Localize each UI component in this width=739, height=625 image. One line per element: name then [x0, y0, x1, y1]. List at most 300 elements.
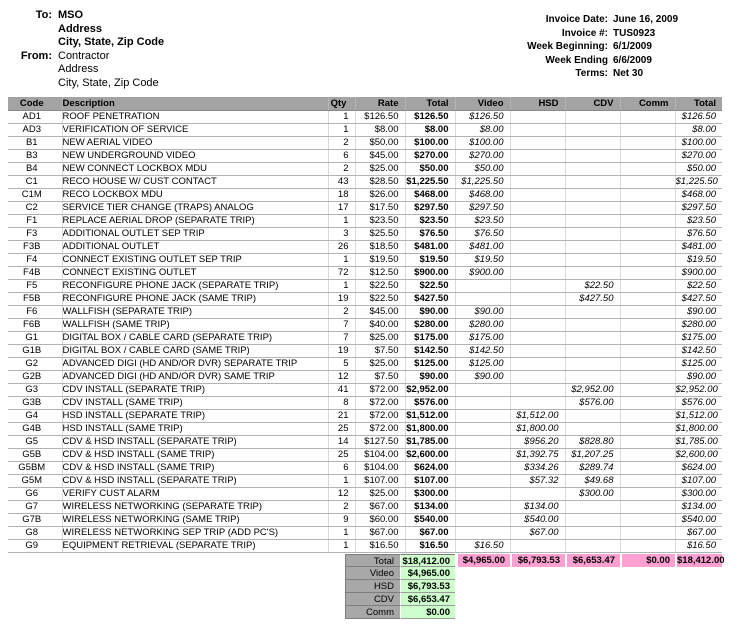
cell-cdv: [565, 162, 620, 175]
cell-total: $76.50: [405, 227, 455, 240]
cell-qty: 8: [328, 396, 355, 409]
summary-total-row: [345, 554, 725, 567]
cell-video: [455, 383, 510, 396]
meta-row-week-beginning: [493, 40, 731, 54]
cell-code: G5M: [8, 474, 62, 487]
cell-total: $270.00: [405, 149, 455, 162]
cell-rate: $25.00: [355, 487, 405, 500]
cell-total-right: $8.00: [675, 123, 722, 136]
cell-total: $100.00: [405, 136, 455, 149]
cell-total: $23.50: [405, 214, 455, 227]
summary-video-row: [345, 567, 722, 580]
table-row: [8, 448, 722, 461]
summary-block: [345, 554, 725, 619]
cell-comm: [620, 487, 675, 500]
cell-video: [455, 292, 510, 305]
table-row: [8, 279, 722, 292]
cell-hsd: $334.26: [510, 461, 565, 474]
cell-hsd: [510, 188, 565, 201]
table-row: [8, 136, 722, 149]
table-row: [8, 201, 722, 214]
cell-rate: $18.50: [355, 240, 405, 253]
cell-qty: 21: [328, 409, 355, 422]
cell-video: [455, 474, 510, 487]
cell-rate: $28.50: [355, 175, 405, 188]
cell-total-right: $300.00: [675, 487, 722, 500]
from-lines: [58, 50, 159, 91]
cell-qty: 7: [328, 331, 355, 344]
table-row: [8, 409, 722, 422]
cell-qty: 2: [328, 305, 355, 318]
cell-qty: 1: [328, 214, 355, 227]
table-row: [8, 253, 722, 266]
cell-rate: $67.00: [355, 526, 405, 539]
cell-rate: $40.00: [355, 318, 405, 331]
table-row: [8, 110, 722, 123]
cell-comm: [620, 266, 675, 279]
cell-comm: [620, 500, 675, 513]
cell-total: $90.00: [405, 305, 455, 318]
summary-hsd-value: $6,793.53: [400, 580, 455, 593]
cell-rate: $26.00: [355, 188, 405, 201]
cell-description: ROOF PENETRATION: [62, 110, 328, 123]
summary-comm-label: Comm: [345, 606, 400, 619]
cell-video: $126.50: [455, 110, 510, 123]
cell-video: [455, 448, 510, 461]
cell-qty: 43: [328, 175, 355, 188]
cell-total: $1,512.00: [405, 409, 455, 422]
cell-total: $22.50: [405, 279, 455, 292]
cell-cdv: [565, 149, 620, 162]
cell-qty: 1: [328, 110, 355, 123]
cell-code: F5B: [8, 292, 62, 305]
cell-rate: $60.00: [355, 513, 405, 526]
cell-cdv: [565, 227, 620, 240]
cell-total-right: $468.00: [675, 188, 722, 201]
table-row: [8, 149, 722, 162]
cell-total: $90.00: [405, 370, 455, 383]
terms-label: Terms:: [575, 68, 608, 79]
cell-code: F3B: [8, 240, 62, 253]
cell-cdv: $2,952.00: [565, 383, 620, 396]
cell-description: CONNECT EXISTING OUTLET: [62, 266, 328, 279]
cell-qty: 19: [328, 292, 355, 305]
cell-code: F3: [8, 227, 62, 240]
cell-description: CDV & HSD INSTALL (SEPARATE TRIP): [62, 435, 328, 448]
cell-comm: [620, 149, 675, 162]
cell-total-right: $576.00: [675, 396, 722, 409]
meta-row-terms: [493, 67, 731, 81]
cell-cdv: [565, 357, 620, 370]
cell-video: $468.00: [455, 188, 510, 201]
cell-description: NEW UNDERGROUND VIDEO: [62, 149, 328, 162]
cell-hsd: [510, 305, 565, 318]
cell-video: $76.50: [455, 227, 510, 240]
header-comm: Comm: [620, 97, 675, 110]
meta-row-invoice-number: [493, 27, 731, 41]
week-beginning-label: Week Beginning:: [527, 41, 608, 52]
cell-rate: $67.00: [355, 500, 405, 513]
cell-qty: 14: [328, 435, 355, 448]
cell-hsd: $540.00: [510, 513, 565, 526]
table-row: [8, 370, 722, 383]
from-label: From:: [20, 49, 52, 62]
invoice-number-value: TUS0923: [613, 27, 656, 39]
cell-qty: 1: [328, 539, 355, 552]
cell-rate: $7.50: [355, 370, 405, 383]
cell-cdv: [565, 240, 620, 253]
cell-comm: [620, 292, 675, 305]
cell-cdv: $22.50: [565, 279, 620, 292]
summary-hsd-split: $6,793.53: [512, 554, 565, 567]
cell-description: NEW AERIAL VIDEO: [62, 136, 328, 149]
cell-total-right: $1,785.00: [675, 435, 722, 448]
cell-total-right: $540.00: [675, 513, 722, 526]
cell-code: G5B: [8, 448, 62, 461]
cell-code: B1: [8, 136, 62, 149]
header-qty: Qty: [328, 97, 355, 110]
cell-description: ADVANCED DIGI (HD AND/OR DVR) SAME TRIP: [62, 370, 328, 383]
table-row: [8, 526, 722, 539]
cell-cdv: [565, 539, 620, 552]
cell-total-right: $427.50: [675, 292, 722, 305]
cell-cdv: [565, 201, 620, 214]
cell-qty: 2: [328, 136, 355, 149]
cell-total-right: $125.00: [675, 357, 722, 370]
table-row: [8, 227, 722, 240]
cell-video: [455, 396, 510, 409]
to-lines: [58, 9, 164, 50]
cell-code: B4: [8, 162, 62, 175]
cell-total: $2,952.00: [405, 383, 455, 396]
cell-code: G1B: [8, 344, 62, 357]
cell-hsd: [510, 266, 565, 279]
table-row: [8, 500, 722, 513]
cell-comm: [620, 175, 675, 188]
cell-video: [455, 487, 510, 500]
cell-total-right: $16.50: [675, 539, 722, 552]
cell-code: G3: [8, 383, 62, 396]
cell-qty: 5: [328, 357, 355, 370]
cell-total-right: $1,800.00: [675, 422, 722, 435]
cell-description: DIGITAL BOX / CABLE CARD (SEPARATE TRIP): [62, 331, 328, 344]
cell-hsd: [510, 175, 565, 188]
cell-cdv: [565, 253, 620, 266]
summary-cdv-row: [345, 593, 722, 606]
cell-qty: 6: [328, 461, 355, 474]
summary-video-label: Video: [345, 567, 400, 580]
summary-total-label: Total: [345, 554, 400, 567]
cell-hsd: [510, 214, 565, 227]
table-row: [8, 214, 722, 227]
cell-qty: 1: [328, 279, 355, 292]
cell-total: $900.00: [405, 266, 455, 279]
cell-qty: 19: [328, 344, 355, 357]
cell-qty: 12: [328, 370, 355, 383]
cell-rate: $45.00: [355, 305, 405, 318]
invoice-table: [8, 97, 722, 553]
cell-description: EQUIPMENT RETRIEVAL (SEPARATE TRIP): [62, 539, 328, 552]
cell-hsd: [510, 487, 565, 500]
cell-qty: 6: [328, 149, 355, 162]
cell-hsd: [510, 253, 565, 266]
cell-comm: [620, 357, 675, 370]
cell-comm: [620, 435, 675, 448]
cell-total-right: $481.00: [675, 240, 722, 253]
cell-video: $16.50: [455, 539, 510, 552]
cell-rate: $8.00: [355, 123, 405, 136]
cell-code: G9: [8, 539, 62, 552]
cell-video: [455, 409, 510, 422]
cell-comm: [620, 253, 675, 266]
cell-total-right: $270.00: [675, 149, 722, 162]
cell-hsd: [510, 331, 565, 344]
cell-comm: [620, 201, 675, 214]
invoice-date-value: June 16, 2009: [613, 14, 679, 25]
cell-cdv: [565, 305, 620, 318]
cell-rate: $104.00: [355, 448, 405, 461]
summary-video-split: $4,965.00: [458, 554, 510, 567]
cell-comm: [620, 539, 675, 552]
header-total: Total: [405, 97, 455, 110]
cell-comm: [620, 123, 675, 136]
cell-cdv: [565, 526, 620, 539]
cell-hsd: $67.00: [510, 526, 565, 539]
cell-description: CDV & HSD INSTALL (SAME TRIP): [62, 448, 328, 461]
cell-qty: 72: [328, 266, 355, 279]
cell-description: ADDITIONAL OUTLET SEP TRIP: [62, 227, 328, 240]
cell-hsd: [510, 240, 565, 253]
week-beginning-value: 6/1/2009: [613, 41, 652, 52]
from-line-3: City, State, Zip Code: [58, 76, 159, 89]
cell-hsd: [510, 162, 565, 175]
cell-video: [455, 526, 510, 539]
cell-qty: 1: [328, 474, 355, 487]
cell-video: $23.50: [455, 214, 510, 227]
cell-video: $125.00: [455, 357, 510, 370]
week-ending-value: 6/6/2009: [613, 54, 652, 66]
table-header-row: [8, 97, 722, 110]
cell-description: WALLFISH (SAME TRIP): [62, 318, 328, 331]
cell-total: $1,785.00: [405, 435, 455, 448]
cell-total: $134.00: [405, 500, 455, 513]
cell-description: RECONFIGURE PHONE JACK (SEPARATE TRIP): [62, 279, 328, 292]
cell-code: F6B: [8, 318, 62, 331]
cell-rate: $72.00: [355, 383, 405, 396]
cell-cdv: $289.74: [565, 461, 620, 474]
cell-qty: 2: [328, 162, 355, 175]
cell-total: $8.00: [405, 123, 455, 136]
cell-total-right: $175.00: [675, 331, 722, 344]
cell-hsd: [510, 396, 565, 409]
cell-code: G2: [8, 357, 62, 370]
cell-cdv: [565, 214, 620, 227]
cell-hsd: [510, 110, 565, 123]
cell-cdv: [565, 500, 620, 513]
cell-qty: 1: [328, 526, 355, 539]
table-row: [8, 487, 722, 500]
cell-comm: [620, 162, 675, 175]
cell-hsd: $134.00: [510, 500, 565, 513]
cell-cdv: [565, 123, 620, 136]
cell-video: [455, 435, 510, 448]
cell-cdv: $300.00: [565, 487, 620, 500]
cell-description: RECONFIGURE PHONE JACK (SAME TRIP): [62, 292, 328, 305]
cell-cdv: [565, 266, 620, 279]
table-row: [8, 175, 722, 188]
summary-hsd-label: HSD: [345, 580, 400, 593]
week-ending-label: Week Ending: [545, 54, 608, 66]
cell-comm: [620, 279, 675, 292]
table-row: [8, 474, 722, 487]
cell-total-right: $2,600.00: [675, 448, 722, 461]
cell-rate: $25.00: [355, 162, 405, 175]
cell-total-right: $23.50: [675, 214, 722, 227]
cell-comm: [620, 526, 675, 539]
cell-description: WIRELESS NETWORKING SEP TRIP (ADD PC'S): [62, 526, 328, 539]
cell-code: F6: [8, 305, 62, 318]
cell-total: $67.00: [405, 526, 455, 539]
cell-rate: $16.50: [355, 539, 405, 552]
cell-qty: 41: [328, 383, 355, 396]
cell-comm: [620, 305, 675, 318]
cell-code: B3: [8, 149, 62, 162]
cell-video: $100.00: [455, 136, 510, 149]
cell-code: F4: [8, 253, 62, 266]
cell-cdv: $1,207.25: [565, 448, 620, 461]
cell-comm: [620, 396, 675, 409]
cell-comm: [620, 513, 675, 526]
cell-hsd: [510, 123, 565, 136]
table-row: [8, 344, 722, 357]
table-row: [8, 539, 722, 552]
cell-code: C1M: [8, 188, 62, 201]
cell-description: WIRELESS NETWORKING (SEPARATE TRIP): [62, 500, 328, 513]
cell-cdv: [565, 331, 620, 344]
cell-code: G7: [8, 500, 62, 513]
cell-video: $19.50: [455, 253, 510, 266]
from-line-1: Contractor: [58, 49, 110, 62]
cell-hsd: [510, 227, 565, 240]
cell-hsd: [510, 344, 565, 357]
cell-total: $297.50: [405, 201, 455, 214]
cell-rate: $45.00: [355, 149, 405, 162]
summary-grand-total-split: $18,412.00: [677, 555, 725, 566]
cell-total-right: $107.00: [675, 474, 722, 487]
cell-qty: 17: [328, 201, 355, 214]
cell-rate: $17.50: [355, 201, 405, 214]
cell-total: $468.00: [405, 188, 455, 201]
cell-qty: 9: [328, 513, 355, 526]
cell-rate: $25.00: [355, 357, 405, 370]
cell-comm: [620, 461, 675, 474]
cell-hsd: [510, 292, 565, 305]
cell-cdv: $427.50: [565, 292, 620, 305]
cell-video: $900.00: [455, 266, 510, 279]
address-blocks: [0, 9, 164, 90]
cell-cdv: [565, 370, 620, 383]
cell-total: $107.00: [405, 474, 455, 487]
cell-code: G2B: [8, 370, 62, 383]
cell-comm: [620, 240, 675, 253]
cell-comm: [620, 318, 675, 331]
summary-hsd-row: [345, 580, 722, 593]
cell-comm: [620, 136, 675, 149]
cell-comm: [620, 409, 675, 422]
cell-total: $175.00: [405, 331, 455, 344]
to-line-2: Address: [58, 22, 103, 35]
cell-code: F4B: [8, 266, 62, 279]
table-row: [8, 513, 722, 526]
cell-comm: [620, 370, 675, 383]
cell-comm: [620, 344, 675, 357]
cell-qty: 1: [328, 253, 355, 266]
cell-cdv: [565, 409, 620, 422]
summary-total-value: $18,412.00: [400, 554, 455, 567]
cell-total-right: $142.50: [675, 344, 722, 357]
cell-description: HSD INSTALL (SEPARATE TRIP): [62, 409, 328, 422]
cell-total: $1,225.50: [405, 175, 455, 188]
cell-code: G8: [8, 526, 62, 539]
cell-cdv: [565, 110, 620, 123]
cell-total: $19.50: [405, 253, 455, 266]
meta-row-invoice-date: [493, 13, 731, 27]
table-row: [8, 123, 722, 136]
cell-video: $280.00: [455, 318, 510, 331]
cell-rate: $107.00: [355, 474, 405, 487]
cell-total-right: $90.00: [675, 305, 722, 318]
cell-total-right: $22.50: [675, 279, 722, 292]
cell-video: $142.50: [455, 344, 510, 357]
cell-video: [455, 513, 510, 526]
meta-row-week-ending: [493, 54, 731, 68]
cell-video: $175.00: [455, 331, 510, 344]
invoice-date-label: Invoice Date:: [545, 14, 608, 25]
header-code: Code: [8, 97, 62, 110]
cell-description: ADDITIONAL OUTLET: [62, 240, 328, 253]
cell-code: AD1: [8, 110, 62, 123]
cell-comm: [620, 227, 675, 240]
cell-code: C1: [8, 175, 62, 188]
invoice-meta: [493, 13, 731, 81]
table-row: [8, 305, 722, 318]
cell-qty: 7: [328, 318, 355, 331]
table-row: [8, 266, 722, 279]
cell-description: RECO LOCKBOX MDU: [62, 188, 328, 201]
cell-total: $576.00: [405, 396, 455, 409]
header-hsd: HSD: [510, 97, 565, 110]
cell-hsd: [510, 279, 565, 292]
cell-description: VERIFICATION OF SERVICE: [62, 123, 328, 136]
cell-rate: $22.50: [355, 279, 405, 292]
to-line-3: City, State, Zip Code: [58, 36, 165, 48]
from-block: [0, 50, 164, 91]
summary-cdv-split: $6,653.47: [567, 554, 620, 567]
table-row: [8, 318, 722, 331]
summary-cdv-label: CDV: [345, 593, 400, 606]
invoice-number-label: Invoice #:: [561, 27, 608, 39]
cell-code: AD3: [8, 123, 62, 136]
cell-comm: [620, 110, 675, 123]
header-video: Video: [455, 97, 510, 110]
cell-comm: [620, 448, 675, 461]
table-row: [8, 461, 722, 474]
cell-qty: 25: [328, 422, 355, 435]
summary-comm-row: [345, 606, 722, 619]
cell-rate: $7.50: [355, 344, 405, 357]
cell-code: F5: [8, 279, 62, 292]
cell-total: $300.00: [405, 487, 455, 500]
